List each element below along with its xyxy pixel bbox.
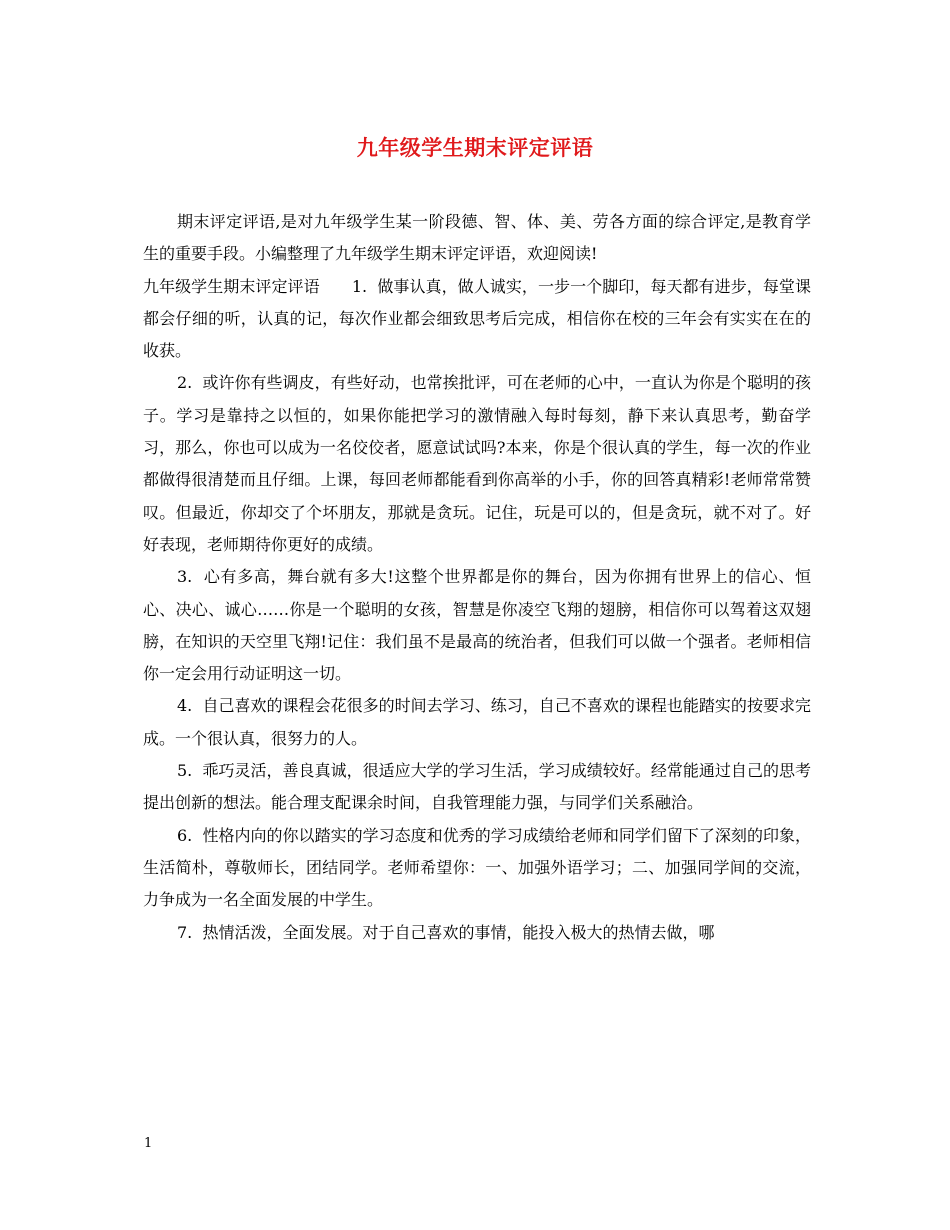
item-number: 1. — [351, 276, 368, 296]
item-paragraph-6 — [143, 820, 811, 917]
page-number: 1 — [144, 1136, 153, 1151]
item-paragraph-3 — [143, 561, 811, 690]
item-number: 5. — [177, 761, 193, 781]
item-paragraph-2 — [143, 367, 811, 561]
item-text: 心有多高，舞台就有多大!这整个世界都是你的舞台，因为你拥有世界上的信心、恒心、决心、诚心……你是一个聪明的女孩，智慧是你凌空飞翔的翅膀，相信你可以驾着这双翅膀，在知识的天空里飞翔!记住：我们虽不是最高的统治者，但我们可以做一个强者。老师相信你一定会用行动证明这一切。 — [143, 567, 811, 684]
document-body — [143, 206, 811, 949]
item-number: 6. — [177, 825, 193, 845]
item-text: 性格内向的你以踏实的学习态度和优秀的学习成绩给老师和同学们留下了深刻的印象，生活简朴，尊敬师长，团结同学。老师希望你：一、加强外语学习；二、加强同学间的交流，力争成为一名全面发展的中学生。 — [143, 825, 811, 910]
item-text: 乖巧灵活，善良真诚，很适应大学的学习生活，学习成绩较好。经常能通过自己的思考提出创新的想法。能合理支配课余时间，自我管理能力强，与同学们关系融洽。 — [143, 761, 811, 813]
item-number: 4. — [177, 696, 193, 716]
document-title: 九年级学生期末评定评语 — [356, 135, 594, 160]
item-number: 7. — [177, 922, 193, 942]
item-paragraph-7 — [143, 917, 811, 949]
section-heading: 九年级学生期末评定评语 — [143, 276, 320, 296]
item-text: 热情活泼，全面发展。对于自己喜欢的事情，能投入极大的热情去做，哪 — [202, 922, 715, 942]
item-paragraph-4 — [143, 690, 811, 755]
item-text: 做事认真，做人诚实，一步一个脚印，每天都有进步，每堂课都会仔细的听，认真的记，每次作业都会细致思考后完成，相信你在校的三年会有实实在在的收获。 — [143, 276, 811, 361]
item-number: 3. — [177, 567, 193, 587]
heading-gap — [320, 277, 352, 296]
item-paragraph-5 — [143, 755, 811, 820]
item-number: 2. — [177, 373, 193, 393]
item-paragraph-1 — [143, 271, 811, 368]
item-text: 自己喜欢的课程会花很多的时间去学习、练习，自己不喜欢的课程也能踏实的按要求完成。一个很认真，很努力的人。 — [143, 696, 811, 748]
intro-paragraph: 期末评定评语,是对九年级学生某一阶段德、智、体、美、劳各方面的综合评定,是教育学生的重要手段。小编整理了九年级学生期末评定评语，欢迎阅读! — [143, 212, 811, 264]
item-text: 或许你有些调皮，有些好动，也常挨批评，可在老师的心中，一直认为你是个聪明的孩子。学习是靠持之以恒的，如果你能把学习的激情融入每时每刻，静下来认真思考，勤奋学习，那么，你也可以成为一名佼佼者，愿意试试吗?本来，你是个很认真的学生，每一次的作业都做得很清楚而且仔细。上课，每回老师都能看到你高举的小手，你的回答真精彩!老师常常赞叹。但最近，你却交了个坏朋友，那就是贪玩。记住，玩是可以的，但是贪玩，就不对了。好好表现，老师期待你更好的成绩。 — [143, 373, 811, 554]
